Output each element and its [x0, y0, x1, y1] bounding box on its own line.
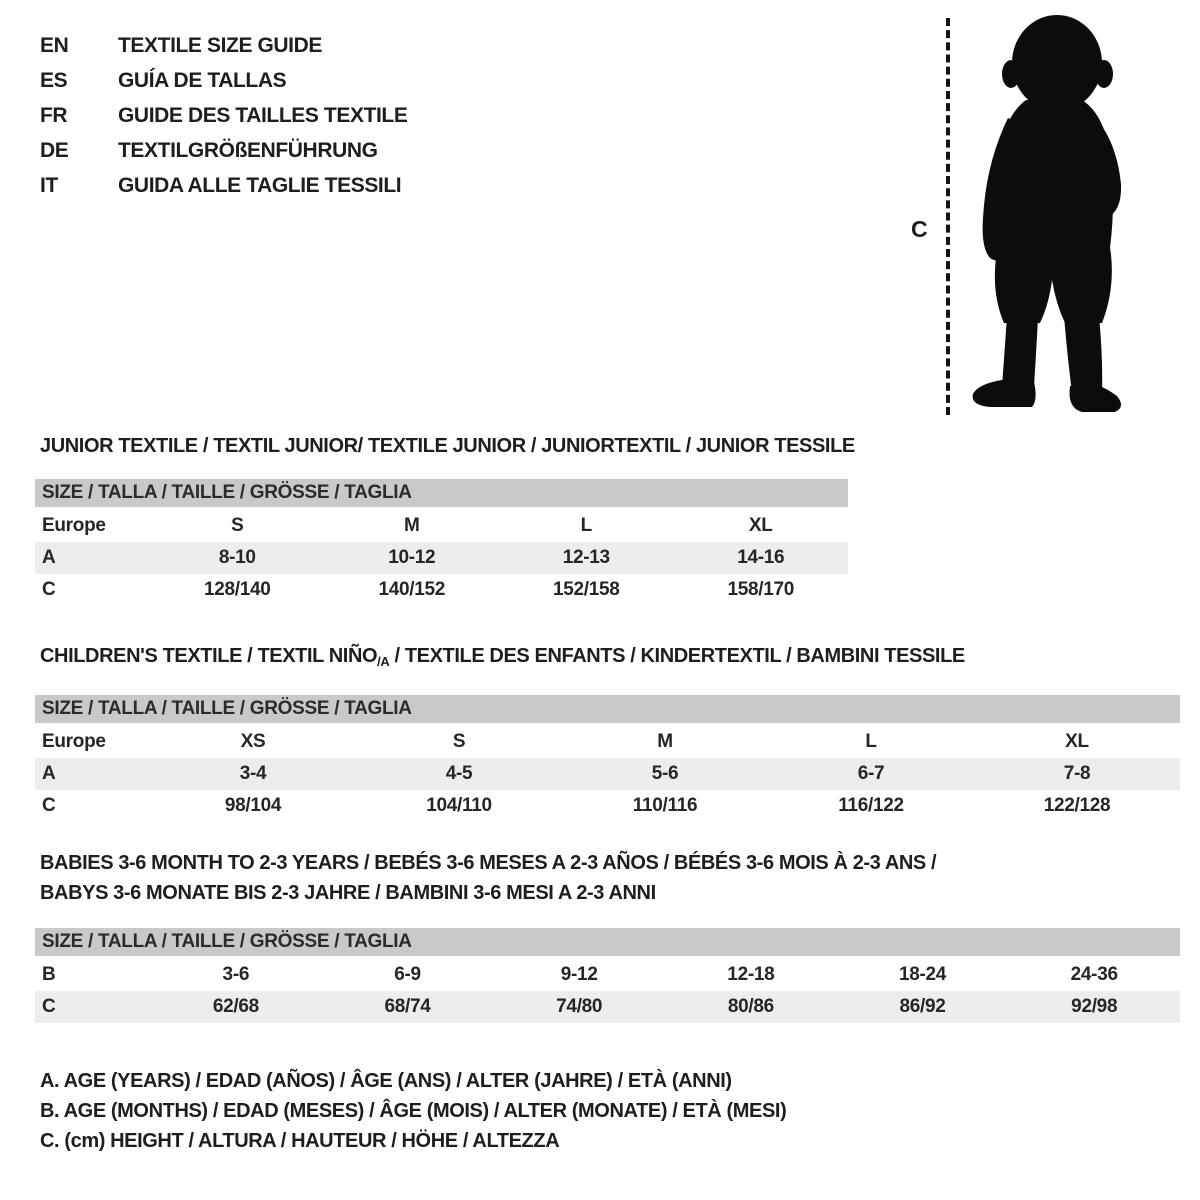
language-row-fr	[40, 98, 407, 133]
language-code: IT	[40, 174, 58, 197]
table-cell: 116/122	[838, 795, 904, 816]
table-cell: 158/170	[727, 579, 795, 600]
table-cell: S	[231, 515, 244, 536]
row-label: A	[42, 763, 56, 784]
table-cell: 9-12	[560, 964, 598, 985]
table-cell: 7-8	[1063, 763, 1091, 784]
table-cell: 128/140	[203, 579, 271, 600]
language-code: EN	[40, 34, 69, 57]
title-part: CHILDREN'S TEXTILE / TEXTIL NIÑO	[40, 645, 378, 667]
table-cell: 74/80	[556, 996, 603, 1017]
table-cell: 80/86	[727, 996, 774, 1017]
table-row	[35, 758, 1180, 790]
table-cell: 152/158	[552, 579, 620, 600]
table-cell: 4-5	[445, 763, 473, 784]
title-line-2: BABYS 3-6 MONATE BIS 2-3 JAHRE / BAMBINI 3-6 MESI A 2-3 ANNI	[40, 882, 656, 904]
language-row-en	[40, 28, 407, 63]
table-cell: 18-24	[898, 964, 947, 985]
table-cell: M	[403, 515, 420, 536]
language-code: ES	[40, 69, 68, 92]
table-cell: 6-9	[394, 964, 421, 985]
language-title: GUÍA DE TALLAS	[118, 69, 287, 92]
table-cell: 104/110	[426, 795, 492, 816]
row-label: C	[42, 996, 56, 1017]
table-cell: L	[865, 731, 877, 752]
table-cell: XL	[748, 515, 773, 536]
table-cell: 110/116	[632, 795, 698, 816]
table-cell: 98/104	[224, 795, 282, 816]
row-label: A	[42, 547, 56, 568]
table-cell: 86/92	[899, 996, 946, 1017]
table-cell: 140/152	[378, 579, 446, 600]
language-title: GUIDE DES TAILLES TEXTILE	[118, 104, 408, 127]
table-cell: 5-6	[651, 763, 679, 784]
table-cell: 14-16	[737, 547, 785, 568]
language-code: FR	[40, 104, 68, 127]
table-cell: 6-7	[857, 763, 885, 784]
table-row	[35, 510, 848, 542]
height-measure-dashed-line	[946, 18, 950, 415]
section-title: JUNIOR TEXTILE / TEXTIL JUNIOR/ TEXTILE JUNIOR / JUNIORTEXTIL / JUNIOR TESSILE	[40, 435, 855, 457]
footnote-c: C. (cm) HEIGHT / ALTURA / HAUTEUR / HÖHE / ALTEZZA	[40, 1130, 560, 1152]
table-cell: XS	[240, 731, 266, 752]
section-childrens-textile	[35, 644, 1180, 822]
section-babies-textile	[35, 848, 1180, 1023]
language-row-it	[40, 168, 407, 203]
table-row	[35, 790, 1180, 822]
language-row-de	[40, 133, 407, 168]
language-title: GUIDA ALLE TAGLIE TESSILI	[118, 174, 402, 197]
size-header-bar: SIZE / TALLA / TAILLE / GRÖSSE / TAGLIA	[35, 695, 1180, 723]
toddler-silhouette-icon	[960, 8, 1146, 424]
table-row	[35, 542, 848, 574]
footnote-a: A. AGE (YEARS) / EDAD (AÑOS) / ÂGE (ANS) / ALTER (JAHRE) / ETÀ (ANNI)	[40, 1070, 732, 1092]
section-junior-textile	[35, 434, 855, 606]
table-cell: XL	[1065, 731, 1089, 752]
table-cell: 10-12	[388, 547, 436, 568]
table-cell: 24-36	[1070, 964, 1118, 985]
title-line-1: BABIES 3-6 MONTH TO 2-3 YEARS / BEBÉS 3-6 MESES A 2-3 AÑOS / BÉBÉS 3-6 MOIS À 2-3 ANS /	[40, 852, 937, 874]
row-label: Europe	[42, 731, 106, 752]
row-label: Europe	[42, 515, 106, 536]
language-code: DE	[40, 139, 69, 162]
table-cell: 12-18	[727, 964, 775, 985]
table-row	[35, 574, 848, 606]
table-row	[35, 991, 1180, 1023]
table-cell: 12-13	[562, 547, 610, 568]
measure-footnotes	[40, 1066, 786, 1156]
language-title-list	[40, 28, 407, 203]
table-cell: 68/74	[384, 996, 431, 1017]
title-part: / TEXTILE DES ENFANTS / KINDERTEXTIL / BAMBINI TESSILE	[389, 645, 965, 667]
table-cell: 122/128	[1043, 795, 1111, 816]
table-cell: S	[452, 731, 466, 752]
table-cell: L	[580, 515, 592, 536]
table-cell: 3-4	[239, 763, 267, 784]
table-cell: M	[657, 731, 673, 752]
title-subscript: /A	[377, 654, 390, 669]
language-title: TEXTILGRÖßENFÜHRUNG	[118, 139, 378, 162]
table-cell: 92/98	[1071, 996, 1118, 1017]
table-cell: 3-6	[222, 964, 250, 985]
section-title	[40, 848, 1180, 908]
language-row-es	[40, 63, 407, 98]
table-cell: 8-10	[218, 547, 256, 568]
size-header-bar: SIZE / TALLA / TAILLE / GRÖSSE / TAGLIA	[35, 479, 848, 507]
row-label: C	[42, 579, 56, 600]
table-row	[35, 726, 1180, 758]
row-label: B	[42, 964, 56, 985]
section-title	[40, 644, 1180, 674]
footnote-b: B. AGE (MONTHS) / EDAD (MESES) / ÂGE (MOIS) / ALTER (MONATE) / ETÀ (MESI)	[40, 1100, 787, 1122]
language-title: TEXTILE SIZE GUIDE	[118, 34, 322, 57]
height-measure-label: C	[911, 216, 928, 242]
table-cell: 62/68	[212, 996, 259, 1017]
table-row	[35, 959, 1180, 991]
row-label: C	[42, 795, 56, 816]
size-header-bar: SIZE / TALLA / TAILLE / GRÖSSE / TAGLIA	[35, 928, 1180, 956]
